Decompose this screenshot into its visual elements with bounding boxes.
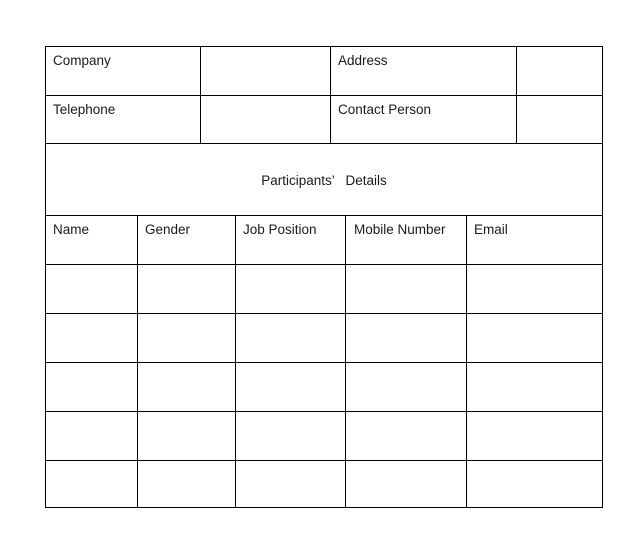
- participant-cell[interactable]: [345, 411, 467, 461]
- participant-cell[interactable]: [235, 264, 346, 314]
- participant-cell[interactable]: [235, 460, 346, 508]
- participant-cell[interactable]: [137, 313, 236, 363]
- address-label: Address: [338, 53, 388, 68]
- participant-cell[interactable]: [45, 313, 138, 363]
- participant-cell[interactable]: [45, 411, 138, 461]
- address-value-cell[interactable]: [516, 46, 603, 96]
- column-header-label: Email: [474, 222, 508, 237]
- company-label-cell: [45, 46, 201, 96]
- participant-cell[interactable]: [466, 264, 603, 314]
- participant-cell[interactable]: [345, 264, 467, 314]
- column-header-label: Job Position: [243, 222, 317, 237]
- column-header-job-position: [235, 215, 346, 265]
- participant-cell[interactable]: [235, 313, 346, 363]
- column-header-name: [45, 215, 138, 265]
- telephone-label-cell: [45, 95, 201, 144]
- address-label-cell: [330, 46, 517, 96]
- participant-cell[interactable]: [466, 362, 603, 412]
- participant-cell[interactable]: [345, 362, 467, 412]
- contact-person-label-cell: [330, 95, 517, 144]
- contact-person-label: Contact Person: [338, 102, 432, 117]
- column-header-label: Name: [53, 222, 90, 237]
- company-label: Company: [53, 53, 111, 68]
- column-header-label: Mobile Number: [354, 222, 446, 237]
- column-header-gender: [137, 215, 236, 265]
- participant-cell[interactable]: [137, 264, 236, 314]
- column-header-mobile-number: [345, 215, 467, 265]
- participant-cell[interactable]: [466, 460, 603, 508]
- telephone-label: Telephone: [53, 102, 116, 117]
- column-header-label: Gender: [145, 222, 191, 237]
- telephone-value-cell[interactable]: [200, 95, 331, 144]
- participant-cell[interactable]: [137, 460, 236, 508]
- participant-cell[interactable]: [137, 411, 236, 461]
- participant-cell[interactable]: [235, 411, 346, 461]
- company-value-cell[interactable]: [200, 46, 331, 96]
- participant-cell[interactable]: [345, 313, 467, 363]
- participant-cell[interactable]: [345, 460, 467, 508]
- registration-form: [45, 46, 603, 508]
- participant-cell[interactable]: [45, 460, 138, 508]
- contact-person-value-cell[interactable]: [516, 95, 603, 144]
- participants-details-banner: [45, 143, 603, 216]
- participant-cell[interactable]: [235, 362, 346, 412]
- participant-cell[interactable]: [466, 411, 603, 461]
- participant-cell[interactable]: [466, 313, 603, 363]
- participant-cell[interactable]: [45, 362, 138, 412]
- column-header-email: [466, 215, 603, 265]
- participant-cell[interactable]: [45, 264, 138, 314]
- section-title: Participants’ Details: [261, 173, 387, 188]
- participant-cell[interactable]: [137, 362, 236, 412]
